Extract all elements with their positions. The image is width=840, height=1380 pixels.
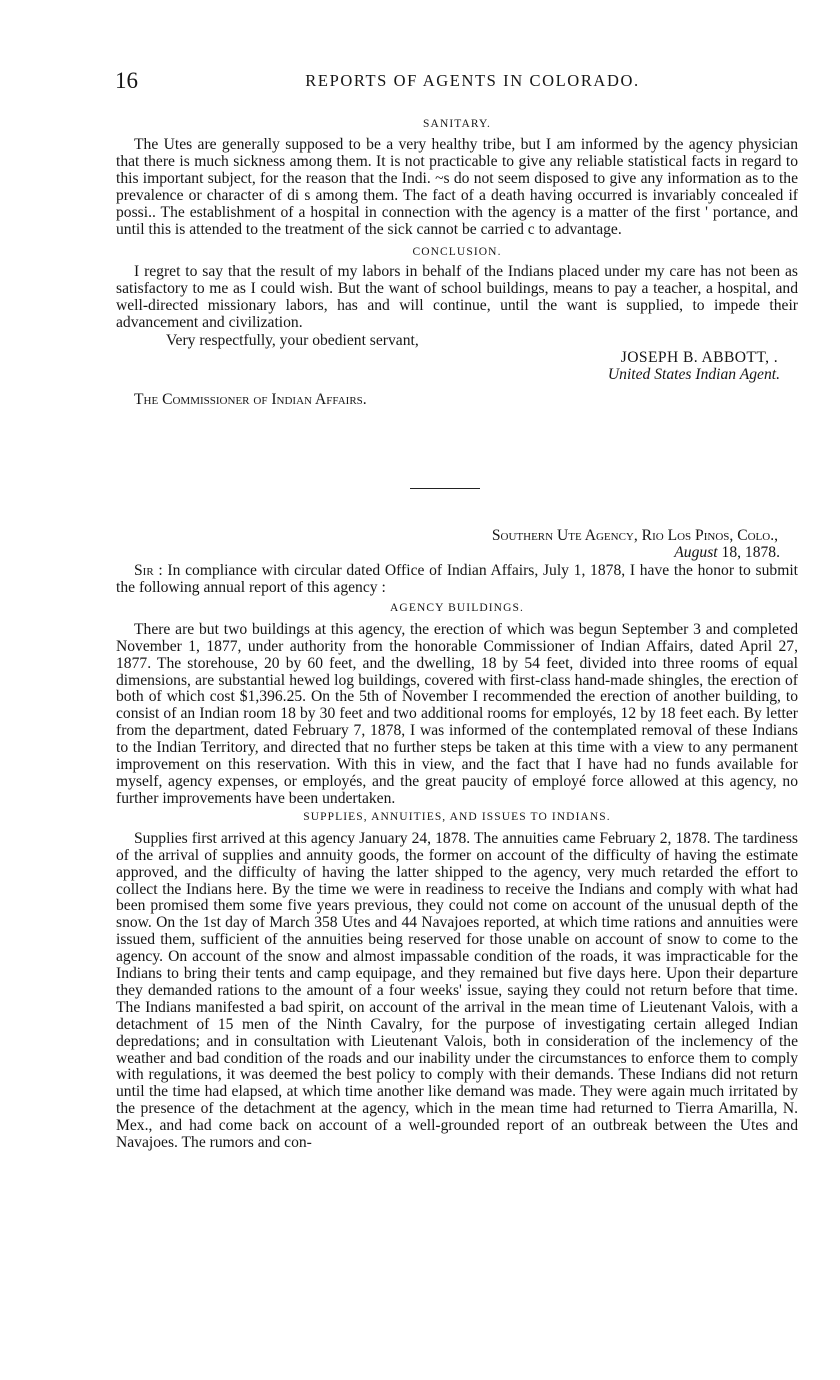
section-heading-sanitary: SANITARY. xyxy=(423,118,491,130)
paragraph-agency-buildings: There are but two buildings at this agency, the erection of which was begun September 3 and completed November 1, 1877, under authority from the honorable Commissioner of Indian Affairs, dated April 27, 1877. The storehouse, 20 by 60 feet, and the dwelling, 18 by 54 feet, divided into three rooms of equal dimensions, are substantial hewed log buildings, covered with first-class hand-made shingles, the erection of both of which cost $1,396.25. On the 5th of November I recommended the erection of another building, to consist of an Indian room 18 by 30 feet and two additional rooms for employés, 12 by 18 feet each. By letter from the department, dated February 7, 1878, I was informed of the contemplated removal of these Indians to the Indian Territory, and directed that no further steps be taken at this time with a view to any permanent improvement on this reservation. With this in view, and the fact that I have had no funds available for myself, agency expenses, or employés, and the great paucity of employé force allowed at this agency, no further improvements have been undertaken. xyxy=(116,620,798,807)
section-heading-conclusion: CONCLUSION. xyxy=(412,246,502,259)
closing-line: Very respectfully, your obedient servant, xyxy=(166,332,419,350)
letter-date-month: August xyxy=(674,544,718,561)
addressee-line: The Commissioner of Indian Affairs. xyxy=(134,391,367,409)
letter-date xyxy=(116,545,798,562)
upper-column xyxy=(116,116,798,409)
section-heading-supplies: SUPPLIES, ANNUITIES, AND ISSUES TO INDIANS. xyxy=(303,810,611,823)
signature-name: JOSEPH B. ABBOTT, . xyxy=(620,349,778,367)
letter-dateline: Southern Ute Agency, Rio Los Pinos, Colo., xyxy=(491,527,778,544)
page-number: 16 xyxy=(115,68,138,93)
section-divider xyxy=(410,488,480,489)
paragraph-supplies: Supplies first arrived at this agency January 24, 1878. The annuities came February 2, 1878. The tardiness of the arrival of supplies and annuity goods, the former on account of the difficulty of having the estimate approved, and the difficulty of having the latter shipped to the agency, very much retarded the effort to collect the Indians here. By the time we were in readiness to receive the Indians and comply with what had been promised them some five years previous, they could not come on account of the unusual depth of the snow. On the 1st day of March 358 Utes and 44 Navajoes reported, at which time rations and annuities were issued them, sufficient of the annuities being reserved for those unable on account of snow to come to the agency. On account of the snow and almost impassable condition of the roads, it was impracticable for the Indians to bring their tents and camp equipage, and they remained but five days here. Upon their departure they demanded rations to the amount of a four weeks' issue, saying they could not return before that time. The Indians manifested a bad spirit, on account of the arrival in the mean time of Lieutenant Valois, with a detachment of 15 men of the Ninth Cavalry, for the purpose of investigating certain alleged Indian depredations; and in consultation with Lieutenant Valois, both in consideration of the inclemency of the weather and bad condition of the roads and our inability under the circumstances to enforce them to comply with regulations, it was deemed the best policy to comply with their demands. These Indians did not return until the time had elapsed, at which time another like demand was made. They were again much irritated by the presence of the detachment at the agency, which in the mean time had returned to Tierra Amarilla, N. Mex., and had come back on account of a well-grounded report of an outbreak between the Utes and Navajoes. The rumors and con- xyxy=(116,829,798,1152)
lower-column xyxy=(116,528,798,1152)
running-title: REPORTS OF AGENTS IN COLORADO. xyxy=(305,71,640,90)
paragraph-sanitary: The Utes are generally supposed to be a very healthy tribe, but I am informed by the agency physician that there is much sickness among them. It is not practicable to give any reliable statistical facts in regard to this important subject, for the reason that the Indi. ~s do not seem disposed to give any information as to the prevalence or character of di s among them. The fact of a death having occurred is invariably concealed if possi.. The establishment of a hospital in connection with the agency is a matter of the first ' portance, and until this is attended to the treatment of the sick cannot be carried c to advantage. xyxy=(116,136,798,238)
letter-date-rest: 18, 1878. xyxy=(721,544,780,561)
paragraph-conclusion: I regret to say that the result of my labors in behalf of the Indians placed under my care has not been as satisfactory to me as I could wish. But the want of school buildings, means to pay a teacher, a hospital, and well-directed missionary labors, has and will continue, until the want is supplied, to impede their advancement and civilization. xyxy=(116,263,798,332)
section-heading-agency-buildings: AGENCY BUILDINGS. xyxy=(390,601,524,614)
page-header xyxy=(115,68,800,98)
signature-title: United States Indian Agent. xyxy=(607,366,780,384)
salutation-paragraph xyxy=(116,563,798,597)
salutation-word: Sir : xyxy=(134,562,163,579)
salutation-text: In compliance with circular dated Office of Indian Affairs, July 1, 1878, I have the honor to submit the following annual report of this agency : xyxy=(116,562,798,596)
